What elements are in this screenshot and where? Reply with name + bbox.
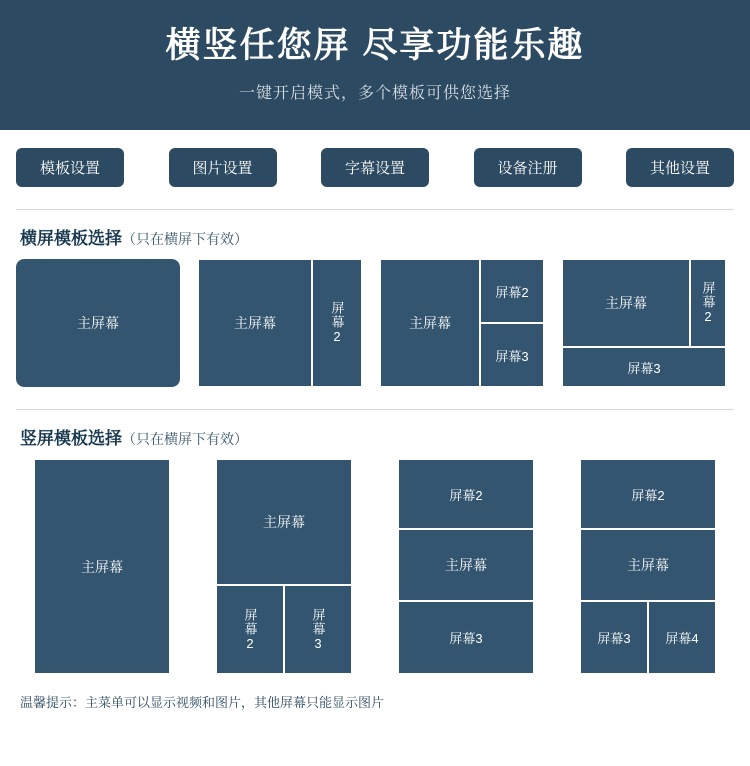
tab-other-settings[interactable]: 其他设置 [626,148,734,187]
tab-device-registration[interactable]: 设备注册 [474,148,582,187]
landscape-section-header [0,210,750,259]
portrait-section-title: 竖屏模板选择 [20,429,122,448]
cell-screen2-label: 屏幕2 [242,607,258,652]
cell-screen2: 屏幕2 [398,459,534,529]
cell-main: 主屏幕 [398,529,534,601]
tab-image-settings[interactable]: 图片设置 [169,148,277,187]
portrait-template-4[interactable] [580,459,716,674]
cell-screen3 [284,585,352,674]
cell-main: 主屏幕 [16,259,180,387]
cell-main: 主屏幕 [34,459,170,674]
landscape-template-3[interactable] [380,259,544,387]
cell-screen3: 屏幕3 [398,601,534,674]
tab-subtitle-settings[interactable]: 字幕设置 [321,148,429,187]
cell-screen3: 屏幕3 [562,347,726,387]
cell-main: 主屏幕 [198,259,312,387]
cell-main: 主屏幕 [580,529,716,601]
landscape-template-4[interactable] [562,259,726,387]
cell-screen2 [216,585,284,674]
footnote-tip: 温馨提示：主菜单可以显示视频和图片，其他屏幕只能显示图片 [20,695,385,710]
portrait-section-note: （只在横屏下有效） [122,431,248,447]
landscape-template-2[interactable] [198,259,362,387]
cell-screen2 [312,259,362,387]
cell-main: 主屏幕 [562,259,690,347]
portrait-template-list [0,459,750,674]
cell-screen2 [690,259,726,347]
page-subtitle: 一键开启模式，多个模板可供您选择 [238,84,511,102]
cell-screen2: 屏幕2 [580,459,716,529]
portrait-template-2[interactable] [216,459,352,674]
header-banner [0,0,750,130]
cell-screen3: 屏幕3 [480,323,544,387]
cell-screen3: 屏幕3 [580,601,648,674]
cell-screen3-label: 屏幕3 [310,607,326,652]
portrait-template-1[interactable] [34,459,170,674]
page-title: 横竖任您屏 尽享功能乐趣 [165,26,585,66]
portrait-template-3[interactable] [398,459,534,674]
landscape-template-list [0,259,750,387]
cell-main: 主屏幕 [380,259,480,387]
landscape-section-title: 横屏模板选择 [20,229,122,248]
settings-tabs [0,130,750,187]
cell-screen4: 屏幕4 [648,601,716,674]
landscape-template-1[interactable] [16,259,180,387]
landscape-section-note: （只在横屏下有效） [122,231,248,247]
cell-screen2-label: 屏幕2 [329,301,345,345]
tab-template-settings[interactable]: 模板设置 [16,148,124,187]
cell-main: 主屏幕 [216,459,352,585]
cell-screen2-label: 屏幕2 [700,281,716,325]
cell-screen2: 屏幕2 [480,259,544,323]
portrait-section-header [0,410,750,459]
